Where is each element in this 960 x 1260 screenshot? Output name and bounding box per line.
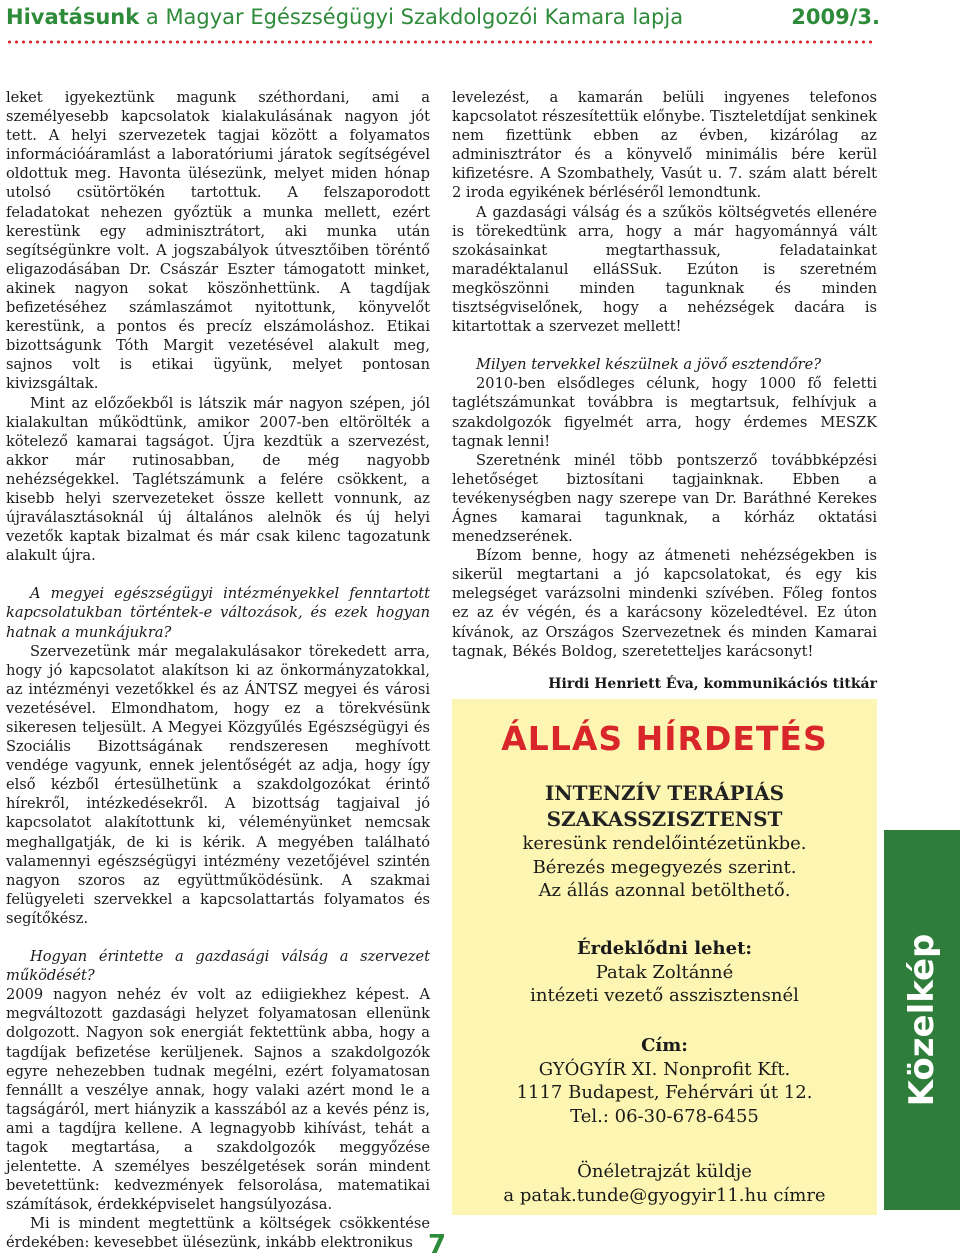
- paragraph: Bízom benne, hogy az átmeneti nehézségekben is sikerül megtartani a jó kapcsolatokat, és egy kis melegséget varázsolni mindenki szívében. Főleg fontos ez az év végén, és a karácsony közeledtével. Ez úton kívánok, az Országos Szervezetnek és minden Kamarai tagnak, Békés Boldog, szeretetteljes karácsonyt!: [452, 547, 877, 660]
- ad-contact-role: intézeti vezető asszisztensnél: [530, 985, 799, 1006]
- paragraph: 2010-ben elsődleges célunk, hogy 1000 fő feletti taglétszámunkat továbbra is megtartsuk, felhívjuk a szakdolgozók figyelmét arra, hogy érdemes MESZK tagnak lenni!: [452, 375, 877, 450]
- paragraph: 2009 nagyon nehéz év volt az ediigiekhez képest. A megváltozott gazdasági helyzet folyamatosan ellenünk dolgozott. Nagyon sok energiát fektettünk abba, hogy a tagdíjak befizetése kerüljenek. Sajnos a szakdolgozók egyre nehezebben tudnak megélni, ezért folyamatosan fennállt a veszélye annak, hogy valaki azért mond le a tagságáról, mert hiányzik a kasszából az a kevés pénz is, ami a tagdíjra kellene. A legnagyobb kihívást, tehát a tagok megtartása, a szakdolgozók meggyőzése jelentette. A személyes beszélgetések során mindent bevetettünk: kedvezmények felsorolása, matematikai számítások, érdekképviselet hangsúlyozása.: [6, 986, 430, 1214]
- ad-text-line: Bérezés megegyezés szerint.: [532, 856, 797, 878]
- ad-address: 1117 Budapest, Fehérvári út 12.: [516, 1082, 813, 1103]
- ad-text-line: Az állás azonnal betölthető.: [538, 880, 791, 901]
- section-side-tab-label: Közelkép: [902, 933, 942, 1107]
- ad-contact-heading: Érdeklődni lehet:: [576, 937, 753, 959]
- interview-question: Milyen tervekkel készülnek a jövő esztendőre?: [476, 356, 822, 374]
- ad-contact-name: Patak Zoltánné: [595, 961, 734, 983]
- ad-cv-email: a patak.tunde@gyogyir11.hu címre: [503, 1184, 826, 1206]
- page-number: 7: [428, 1230, 447, 1260]
- job-advertisement: [452, 699, 877, 1215]
- right-column: [452, 88, 877, 694]
- paragraph: A gazdasági válság és a szűkös költségvetés ellenére is törekedtünk arra, hogy a már hagyománnyá vált szokásainkat megtarthassuk, feladatainkat maradéktalanul elláSSuk. Ezúton is szeretném megköszönni minden tagunknak és minden tisztségviselőnek, hogy a nehézségek dacára is kitartottak a szervezet mellett!: [452, 203, 877, 336]
- ad-text-line: keresünk rendelőintézetünkbe.: [522, 833, 807, 854]
- magazine-title-bold: Hivatásunk: [6, 5, 140, 29]
- ad-title: ÁLLÁS HÍRDETÉS: [501, 719, 828, 758]
- magazine-title: [6, 5, 683, 29]
- ad-position-line: SZAKASSZISZTENST: [546, 807, 783, 831]
- ad-position-line: INTENZÍV TERÁPIÁS: [544, 781, 785, 805]
- paragraph: leket igyekeztünk magunk széthordani, ami a személyesebb kapcsolatok kialakulásának nagyon jót tett. A helyi szervezetek tagjai között a folyamatos információáramlást a laboratóriumi járatok segítségével oldottuk meg. Havonta ülésezünk, melyet miden hónap utolsó csütörtökén tartottuk. A felszaporodott feladatokat nehezen győztük a munka mellett, ezért kerestünk egy adminisztrátort, aki munka után segítségünkre volt. A jogszabályok útvesztőiben töréntő eligazodásában Dr. Császár Eszter támogatott minket, akinek nagyon sokat köszönhettünk. A tagdíjak befizetéséhez számlaszámot nyitottunk, könyvelőt kerestünk, a pontos és precíz elszámoláshoz. Etikai bizottságunk Tóth Margit vezetésével alakult meg, sajnos volt is etikai ügyünk, melyet pontosan kivizsgáltak.: [6, 89, 430, 393]
- interview-question: A megyei egészségügyi intézményekkel fenntartott kapcsolatukban történtek-e változások, és ezek hogyan hatnak a munkájukra?: [6, 585, 430, 641]
- section-side-tab: [884, 830, 960, 1210]
- ad-company: GYÓGYÍR XI. Nonprofit Kft.: [538, 1058, 791, 1080]
- page-header: [0, 0, 960, 36]
- paragraph: Mint az előzőekből is látszik már nagyon szépen, jól kialakultan működtünk, amikor 2007-ben eltörölték a kötelező kamarai tagságot. Újra kezdtük a szervezést, akkor már rutinosabban, de még nagyobb nehézségekkel. Taglétszámunk a felére csökkent, a kisebb helyi szervezeteket össze kellett vonnunk, az újraválasztásoknál új általános alelnök és új helyi vezetők kaptak bizalmat és már csak kilenc tagozatunk alakult újra.: [6, 394, 430, 565]
- ad-cv-line: Önéletrajzát küldje: [577, 1161, 752, 1182]
- paragraph: levelezést, a kamarán belüli ingyenes telefonos kapcsolatot részesítettük előnybe. Tiszteletdíjat senkinek nem fizettünk ebben az évben, kizárólag az adminisztrátor és a könyvelő minimális bére kerül kifizetésre. A Szombathely, Vasút u. 7. szám alatt bérelt 2 iroda egyikének bérléséről lemondtunk.: [452, 89, 877, 202]
- ad-position: [452, 780, 877, 832]
- paragraph: Szervezetünk már megalakulásakor törekedett arra, hogy jó kapcsolatot alakítson ki az önkormányzatokkal, az intézményi vezetőkkel és az ÁNTSZ megyei és városi vezetésével. Elmondhatom, hogy ez a törekvésünk sikeresen teljesült. A Megyei Közgyűlés Egészségügyi és Szociális Bizottságának rendszeresen meghívott vendége vagyunk, ennek jelentőségét az adja, hogy így első kézből értesülhetünk a szakdolgozókat érintő hírekről, intézkedésekről. A bizottság tagjaival jó kapcsolatot alakítottunk ki, véleményünket nemcsak meghallgatják, de ki is kérik. A megyében található valamennyi egészségügyi intézmény vezetőjével szintén nagyon szoros az együttműködésünk. A szakmai felügyeleti szervekkel a kapcsolattartás folyamatos és segítőkész.: [6, 642, 430, 927]
- paragraph: Szeretnénk minél több pontszerző továbbképzési lehetőséget biztosítani tagjainknak. Ebben a tevékenységben nagy szerepe van Dr. Baráthné Kerekes Ágnes kamarai tagunknak, a kórház oktatási menedzserének.: [452, 451, 877, 546]
- issue-number: 2009/3.: [791, 5, 880, 29]
- magazine-title-rest: a Magyar Egészségügyi Szakdolgozói Kamara lapja: [139, 5, 684, 29]
- header-divider: [6, 40, 876, 44]
- left-column: [6, 88, 430, 1253]
- interview-question: Hogyan érintette a gazdasági válság a szervezet működését?: [6, 948, 430, 985]
- ad-address-heading: Cím:: [641, 1034, 688, 1056]
- paragraph: Mi is mindent megtettünk a költségek csökkentése érdekében: kevesebbet ülésezünk, inkább elektronikus: [6, 1215, 430, 1252]
- author-signature: Hirdi Henriett Éva, kommunikációs titkár: [548, 675, 877, 692]
- ad-phone: Tel.: 06-30-678-6455: [570, 1105, 759, 1127]
